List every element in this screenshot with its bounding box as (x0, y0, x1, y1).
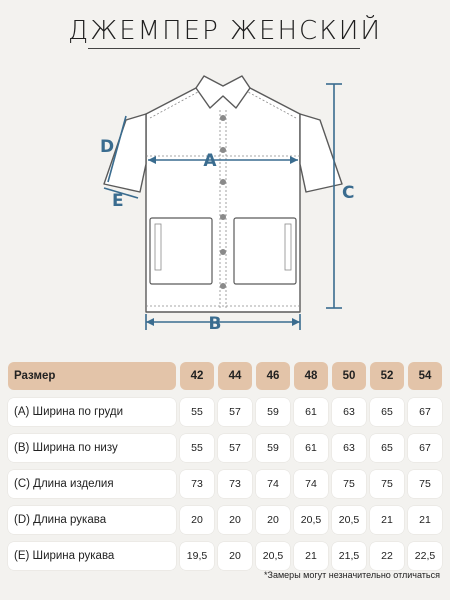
shirt-body (146, 88, 300, 312)
row-label: (C) Длина изделия (8, 470, 176, 498)
table-cell: 20 (218, 506, 252, 534)
table-cell: 74 (256, 470, 290, 498)
table-cell: 55 (180, 434, 214, 462)
size-column-header: 48 (294, 362, 328, 390)
table-cell: 75 (408, 470, 442, 498)
table-cell: 21 (294, 542, 328, 570)
table-cell: 73 (218, 470, 252, 498)
table-row (8, 468, 442, 500)
size-column-header: 46 (256, 362, 290, 390)
label-c: C (342, 183, 355, 203)
table-cell: 59 (256, 434, 290, 462)
table-cell: 22 (370, 542, 404, 570)
table-cell: 55 (180, 398, 214, 426)
table-cell: 63 (332, 434, 366, 462)
page-title: ДЖЕМПЕР ЖЕНСКИЙ (68, 16, 382, 46)
size-column-header: 52 (370, 362, 404, 390)
label-b: B (208, 314, 222, 334)
table-row (8, 432, 442, 464)
size-table (8, 360, 442, 576)
header-label: Размер (8, 362, 176, 390)
table-cell: 67 (408, 434, 442, 462)
size-column-header: 54 (408, 362, 442, 390)
label-d: D (100, 137, 115, 157)
table-cell: 57 (218, 398, 252, 426)
table-cell: 59 (256, 398, 290, 426)
table-cell: 21 (370, 506, 404, 534)
right-sleeve (300, 114, 342, 192)
footnote: *Замеры могут незначительно отличаться (264, 570, 440, 580)
table-cell: 22,5 (408, 542, 442, 570)
table-cell: 63 (332, 398, 366, 426)
table-cell: 20,5 (294, 506, 328, 534)
table-cell: 21 (408, 506, 442, 534)
table-cell: 20 (180, 506, 214, 534)
label-a: A (203, 151, 217, 171)
size-column-header: 44 (218, 362, 252, 390)
table-cell: 65 (370, 434, 404, 462)
row-label: (A) Ширина по груди (8, 398, 176, 426)
table-cell: 20 (218, 542, 252, 570)
table-cell: 57 (218, 434, 252, 462)
table-cell: 67 (408, 398, 442, 426)
table-cell: 75 (370, 470, 404, 498)
table-row (8, 396, 442, 428)
table-cell: 20,5 (256, 542, 290, 570)
row-label: (E) Ширина рукава (8, 542, 176, 570)
garment-diagram (0, 62, 450, 352)
table-cell: 20 (256, 506, 290, 534)
table-cell: 75 (332, 470, 366, 498)
label-e: E (112, 191, 124, 211)
table-row (8, 504, 442, 536)
title-underline (88, 48, 360, 49)
table-cell: 21,5 (332, 542, 366, 570)
table-header-row (8, 360, 442, 392)
size-column-header: 50 (332, 362, 366, 390)
table-cell: 61 (294, 434, 328, 462)
table-cell: 61 (294, 398, 328, 426)
table-row (8, 540, 442, 572)
row-label: (D) Длина рукава (8, 506, 176, 534)
table-cell: 65 (370, 398, 404, 426)
row-label: (B) Ширина по низу (8, 434, 176, 462)
table-cell: 73 (180, 470, 214, 498)
size-column-header: 42 (180, 362, 214, 390)
table-cell: 74 (294, 470, 328, 498)
table-cell: 20,5 (332, 506, 366, 534)
table-cell: 19,5 (180, 542, 214, 570)
